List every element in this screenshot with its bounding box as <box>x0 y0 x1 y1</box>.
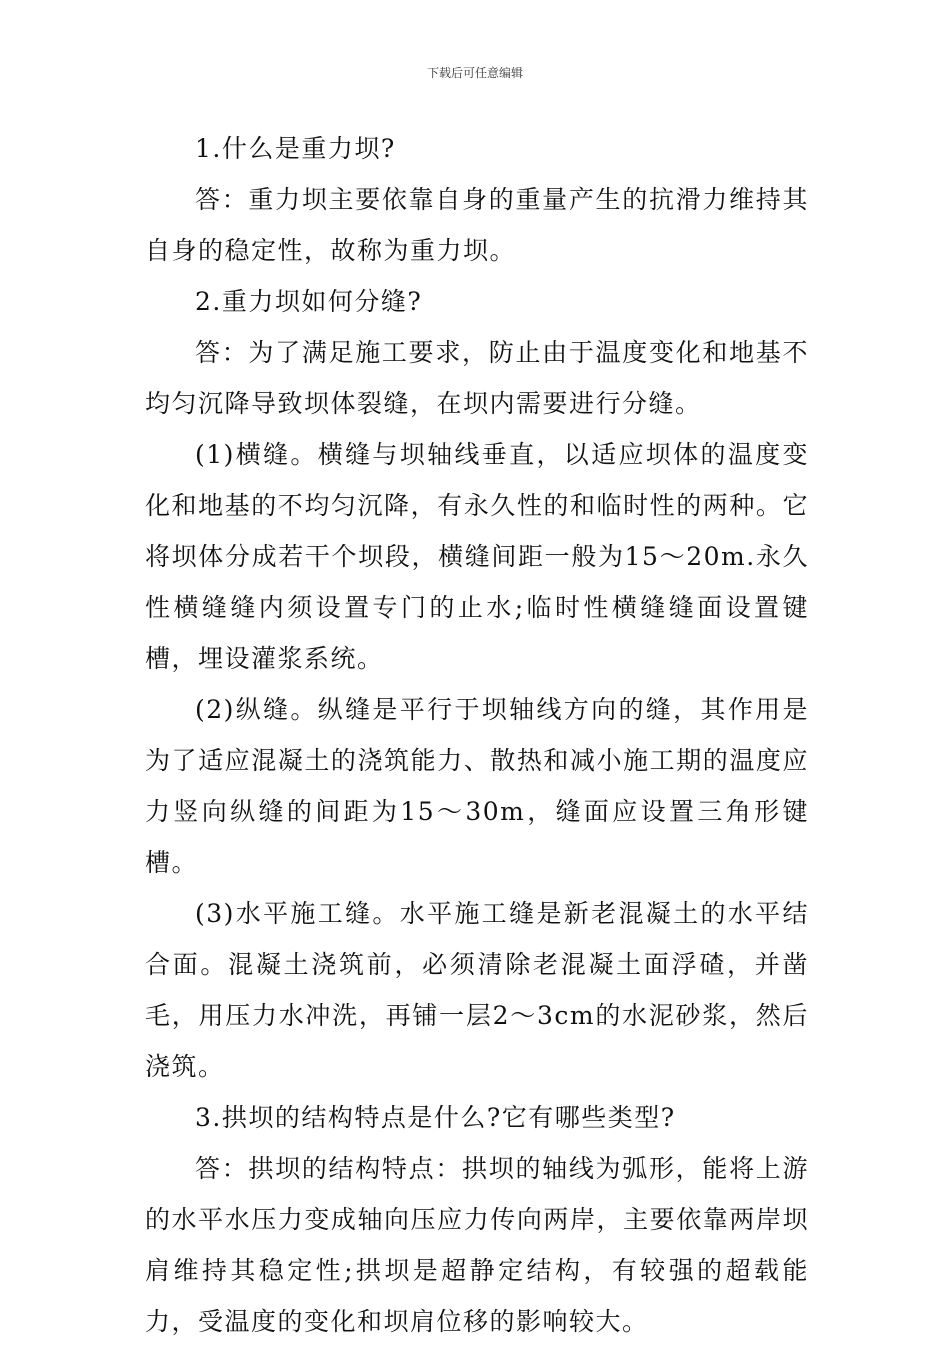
answer-2-intro: 答：为了满足施工要求，防止由于温度变化和地基不均匀沉降导致坝体裂缝，在坝内需要进行分缝。 <box>145 338 809 418</box>
question-1: 1.什么是重力坝? <box>195 134 396 163</box>
answer-2-item-2: (2)纵缝。纵缝是平行于坝轴线方向的缝，其作用是为了适应混凝土的浇筑能力、散热和减小施工期的温度应力竖向纵缝的间距为15～30m，缝面应设置三角形键槽。 <box>145 695 809 877</box>
answer-1: 答：重力坝主要依靠自身的重量产生的抗滑力维持其自身的稳定性，故称为重力坝。 <box>145 185 809 265</box>
question-2: 2.重力坝如何分缝? <box>195 287 423 316</box>
document-body <box>145 123 809 1347</box>
answer-3: 答：拱坝的结构特点：拱坝的轴线为弧形，能将上游的水平水压力变成轴向压应力传向两岸，主要依靠两岸坝肩维持其稳定性;拱坝是超静定结构，有较强的超载能力，受温度的变化和坝肩位移的影响较大。 <box>145 1154 809 1336</box>
page-header: 下载后可任意编辑 <box>426 66 523 80</box>
question-3: 3.拱坝的结构特点是什么?它有哪些类型? <box>195 1103 676 1132</box>
answer-2-item-3: (3)水平施工缝。水平施工缝是新老混凝土的水平结合面。混凝土浇筑前，必须清除老混凝土面浮碴，并凿毛，用压力水冲洗，再铺一层2～3cm的水泥砂浆，然后浇筑。 <box>145 899 809 1081</box>
answer-2-item-1: (1)横缝。横缝与坝轴线垂直，以适应坝体的温度变化和地基的不均匀沉降，有永久性的和临时性的两种。它将坝体分成若干个坝段，横缝间距一般为15～20m.永久性横缝缝内须设置专门的止水;临时性横缝缝面设置键槽，埋设灌浆系统。 <box>145 440 809 673</box>
